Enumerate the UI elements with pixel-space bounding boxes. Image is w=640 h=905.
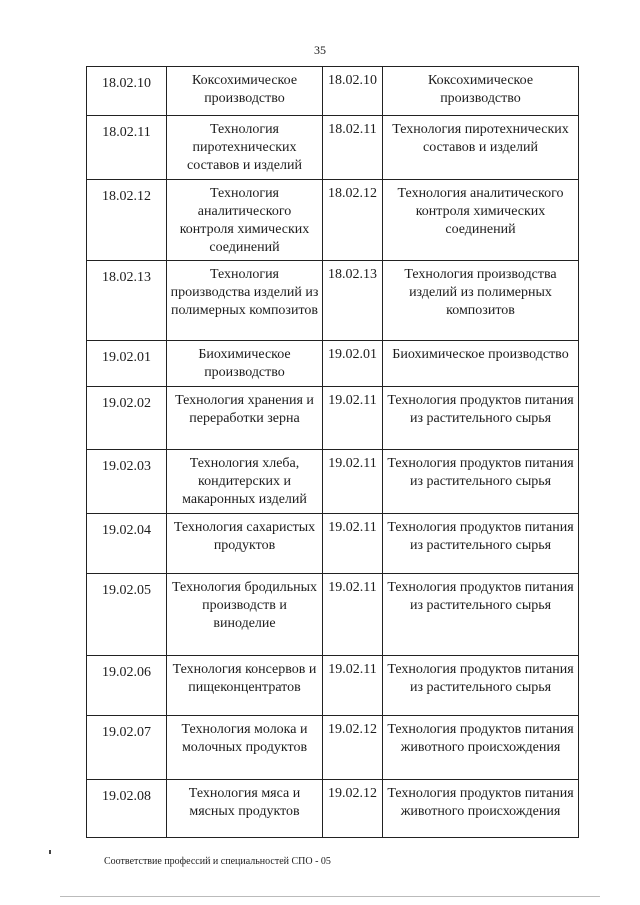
new-code-cell: 19.02.11: [323, 387, 383, 450]
table-row: [87, 67, 579, 116]
old-code-cell: 19.02.06: [87, 656, 167, 716]
new-name-cell: Технология продуктов питания из растительного сырья: [383, 574, 579, 656]
table-row: [87, 656, 579, 716]
old-code-cell: 19.02.04: [87, 514, 167, 574]
new-code-cell: 19.02.11: [323, 450, 383, 514]
old-code-cell: 19.02.07: [87, 716, 167, 780]
old-name-cell: Биохимическое производство: [167, 341, 323, 387]
new-name-cell: Технология пиротехнических составов и изделий: [383, 116, 579, 180]
old-code-cell: 19.02.05: [87, 574, 167, 656]
page-number: 35: [314, 43, 326, 57]
new-name-cell: Коксохимическое производство: [383, 67, 579, 116]
new-code-cell: 18.02.12: [323, 180, 383, 261]
new-code-cell: 19.02.11: [323, 656, 383, 716]
new-name-cell: Технология продуктов питания из растительного сырья: [383, 514, 579, 574]
old-name-cell: Технология пиротехнических составов и изделий: [167, 116, 323, 180]
scan-edge-line: [60, 896, 600, 897]
table-row: [87, 261, 579, 341]
old-name-cell: Технология сахаристых продуктов: [167, 514, 323, 574]
old-code-cell: 18.02.10: [87, 67, 167, 116]
old-name-cell: Технология хранения и переработки зерна: [167, 387, 323, 450]
old-code-cell: 19.02.03: [87, 450, 167, 514]
old-code-cell: 18.02.12: [87, 180, 167, 261]
old-code-cell: 19.02.01: [87, 341, 167, 387]
old-name-cell: Технология молока и молочных продуктов: [167, 716, 323, 780]
old-code-cell: 18.02.11: [87, 116, 167, 180]
new-code-cell: 18.02.13: [323, 261, 383, 341]
old-name-cell: Технология хлеба, кондитерских и макаронных изделий: [167, 450, 323, 514]
old-code-cell: 19.02.08: [87, 780, 167, 838]
new-code-cell: 18.02.11: [323, 116, 383, 180]
old-name-cell: Технология мяса и мясных продуктов: [167, 780, 323, 838]
table-row: [87, 387, 579, 450]
old-name-cell: Технология консервов и пищеконцентратов: [167, 656, 323, 716]
new-name-cell: Технология продуктов питания из растительного сырья: [383, 656, 579, 716]
new-code-cell: 19.02.11: [323, 514, 383, 574]
scan-mark: [49, 850, 51, 854]
new-code-cell: 19.02.12: [323, 780, 383, 838]
correspondence-table: [86, 66, 579, 838]
table-row: [87, 716, 579, 780]
new-name-cell: Технология аналитического контроля химических соединений: [383, 180, 579, 261]
new-name-cell: Технология продуктов питания из растительного сырья: [383, 450, 579, 514]
old-code-cell: 19.02.02: [87, 387, 167, 450]
new-code-cell: 19.02.12: [323, 716, 383, 780]
table-row: [87, 574, 579, 656]
old-code-cell: 18.02.13: [87, 261, 167, 341]
table-row: [87, 341, 579, 387]
table-row: [87, 514, 579, 574]
new-code-cell: 18.02.10: [323, 67, 383, 116]
new-name-cell: Технология продуктов питания животного происхождения: [383, 716, 579, 780]
old-name-cell: Технология бродильных производств и виноделие: [167, 574, 323, 656]
table-row: [87, 780, 579, 838]
table-row: [87, 116, 579, 180]
new-name-cell: Технология производства изделий из полимерных композитов: [383, 261, 579, 341]
page-footer: Соответствие профессий и специальностей СПО - 05: [104, 856, 331, 867]
old-name-cell: Коксохимическое производство: [167, 67, 323, 116]
table-row: [87, 450, 579, 514]
new-name-cell: Биохимическое производство: [383, 341, 579, 387]
new-name-cell: Технология продуктов питания животного происхождения: [383, 780, 579, 838]
new-code-cell: 19.02.01: [323, 341, 383, 387]
old-name-cell: Технология производства изделий из полимерных композитов: [167, 261, 323, 341]
new-name-cell: Технология продуктов питания из растительного сырья: [383, 387, 579, 450]
old-name-cell: Технология аналитического контроля химических соединений: [167, 180, 323, 261]
new-code-cell: 19.02.11: [323, 574, 383, 656]
table-row: [87, 180, 579, 261]
